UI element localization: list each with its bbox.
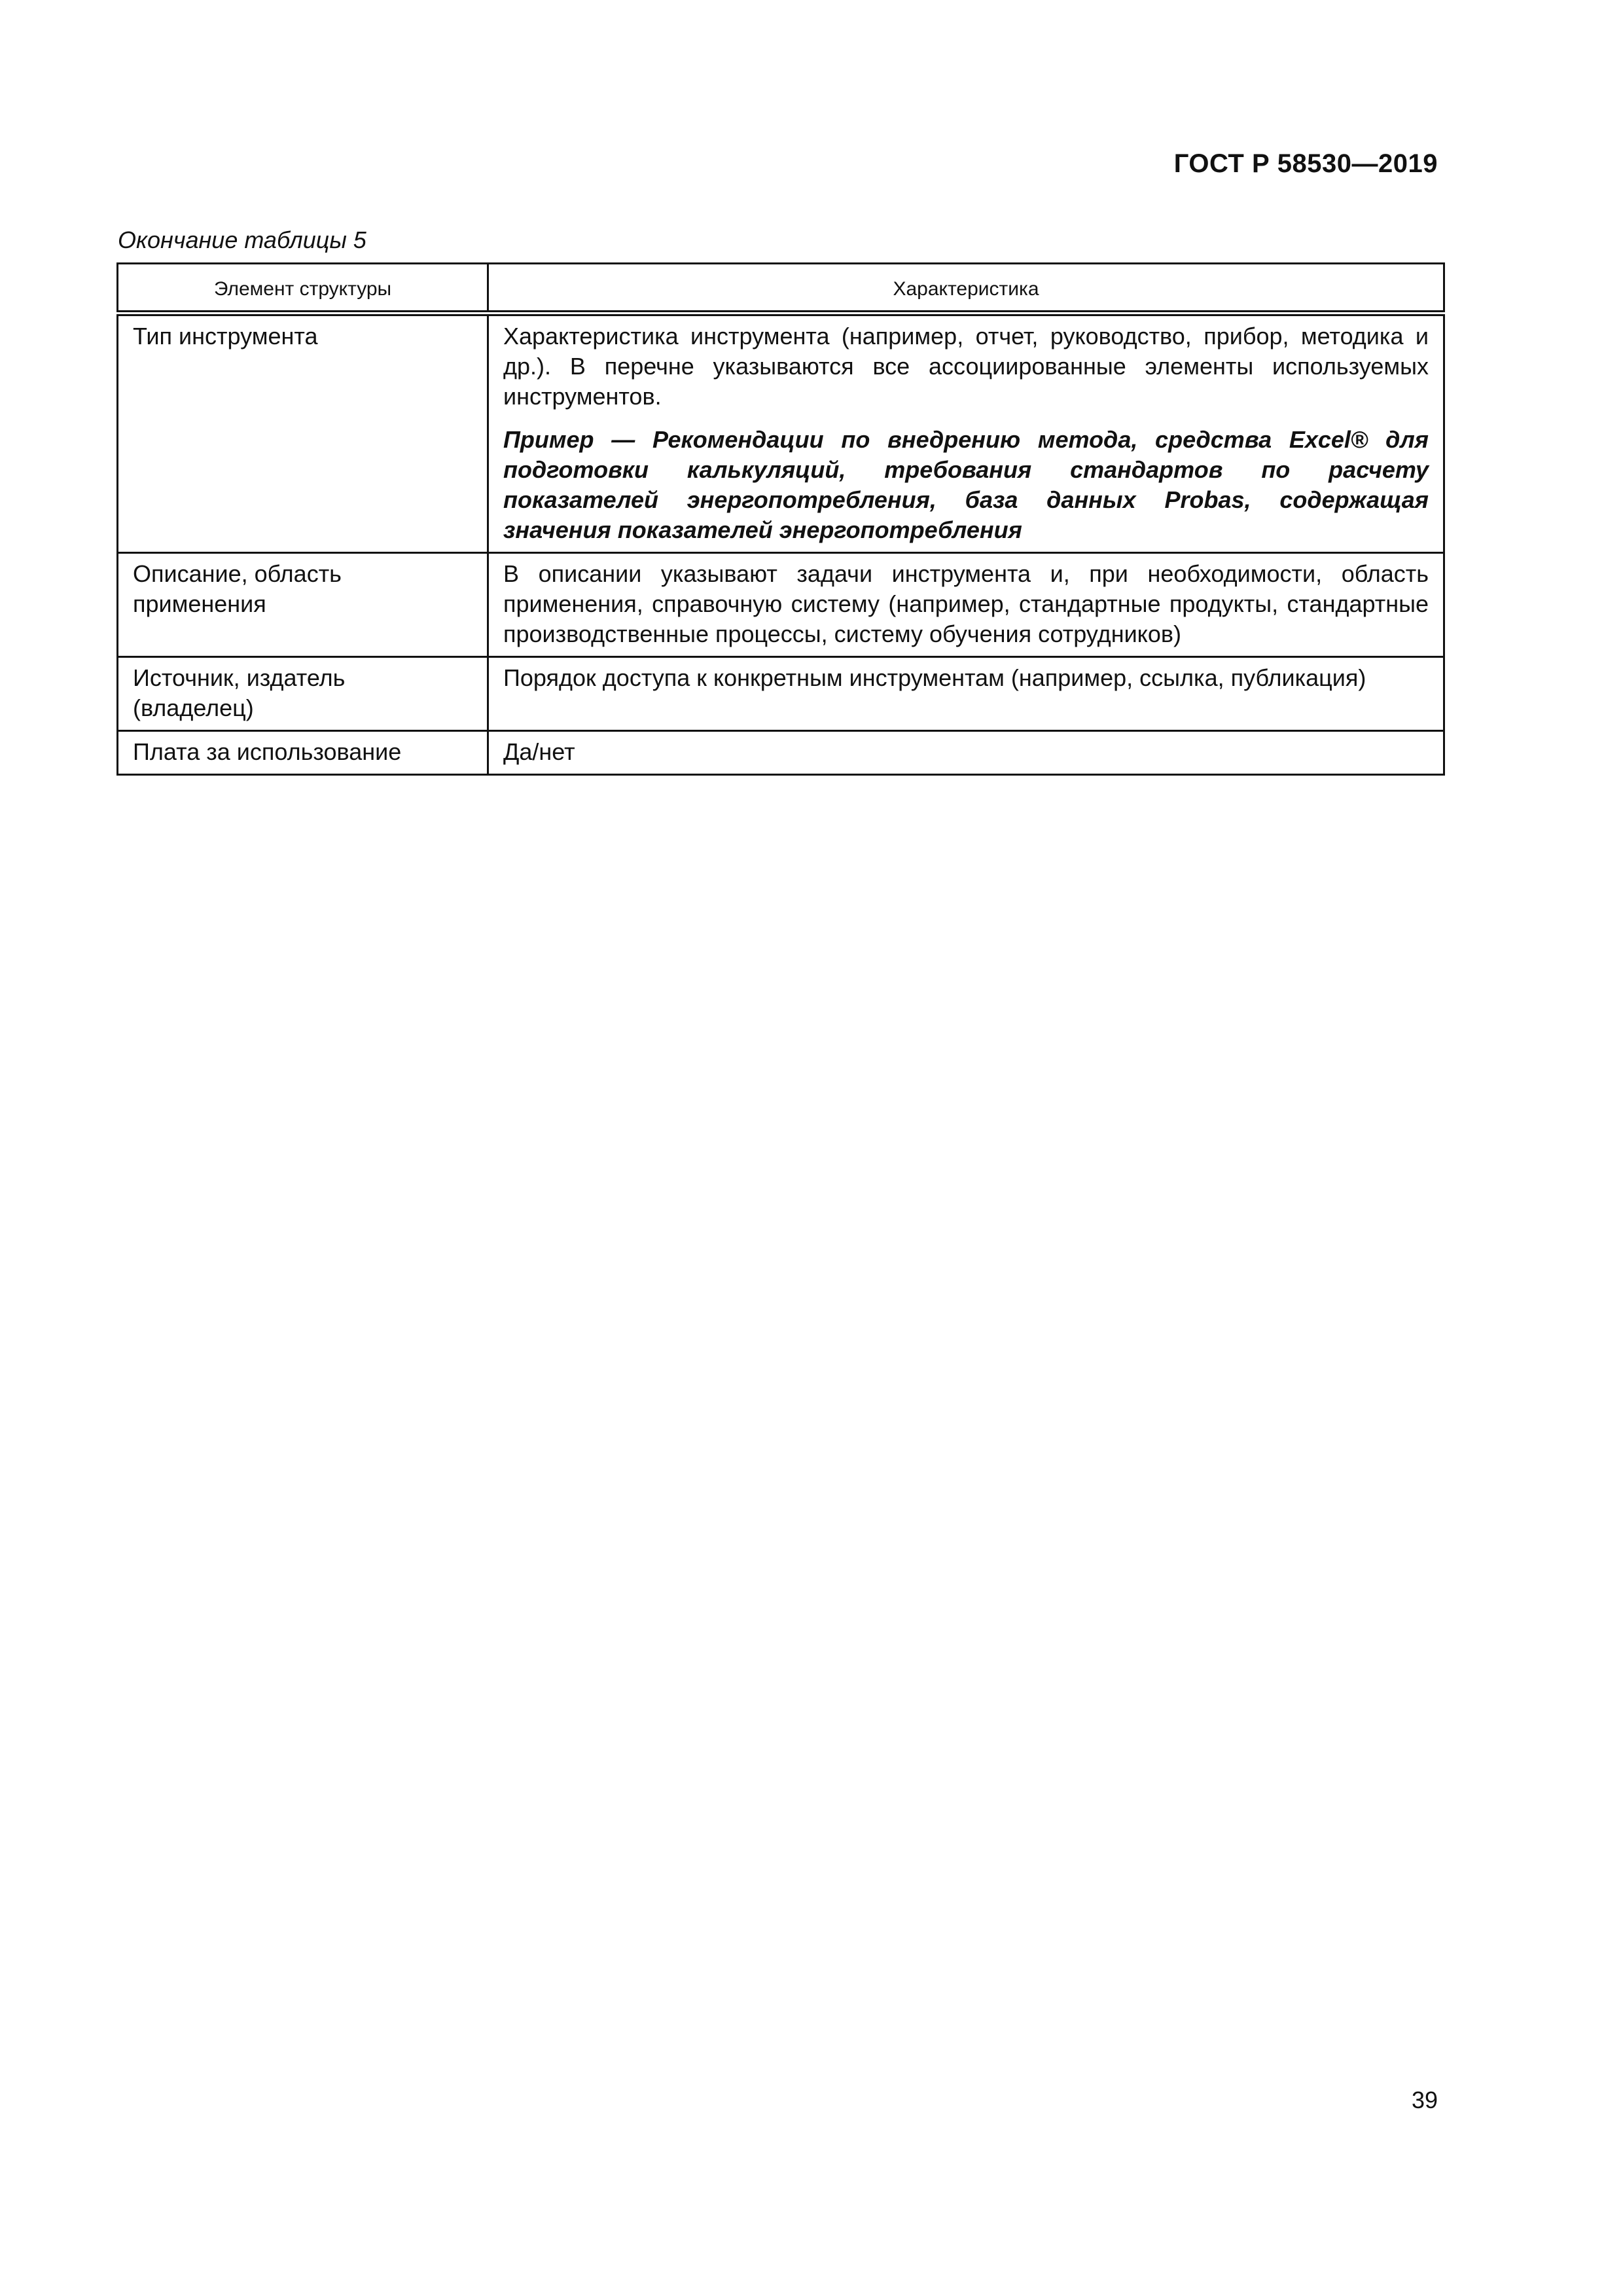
table-row [118, 731, 1444, 775]
table-row [118, 314, 1444, 553]
cell-element: Плата за использование [118, 731, 488, 775]
table-row [118, 657, 1444, 731]
table-row [118, 553, 1444, 657]
cell-element: Тип инструмента [118, 314, 488, 553]
table [116, 262, 1445, 776]
structure-table [116, 262, 1445, 776]
cell-characteristic: В описании указывают задачи инструмента и, при необходимости, область применения, справочную систему (например, стандартные продукты, стандартные производственные процессы, систему обучения сотрудников) [488, 553, 1444, 657]
cell-characteristic: Порядок доступа к конкретным инструментам (например, ссылка, публикация) [488, 657, 1444, 731]
page-number: 39 [1411, 2087, 1438, 2113]
table-caption: Окончание таблицы 5 [118, 226, 366, 253]
cell-element: Источник, издатель (владелец) [118, 657, 488, 731]
column-header-element: Элемент структуры [118, 264, 488, 314]
document-code: ГОСТ Р 58530—2019 [1173, 149, 1438, 178]
cell-characteristic: Да/нет [488, 731, 1444, 775]
cell-element: Описание, область применения [118, 553, 488, 657]
characteristic-text: Характеристика инструмента (например, отчет, руководство, прибор, методика и др.). В перечне указываются все ассоциированные элементы используемых инструментов. [503, 323, 1429, 410]
cell-characteristic [488, 314, 1444, 553]
column-header-characteristic: Характеристика [488, 264, 1444, 314]
example-note: Пример — Рекомендации по внедрению метода, средства Excel® для подготовки калькуляций, требования стандартов по расчету показателей энергопотребления, база данных Probas, содержащая значения показателей энергопотребления [503, 426, 1429, 543]
table-header-row [118, 264, 1444, 314]
